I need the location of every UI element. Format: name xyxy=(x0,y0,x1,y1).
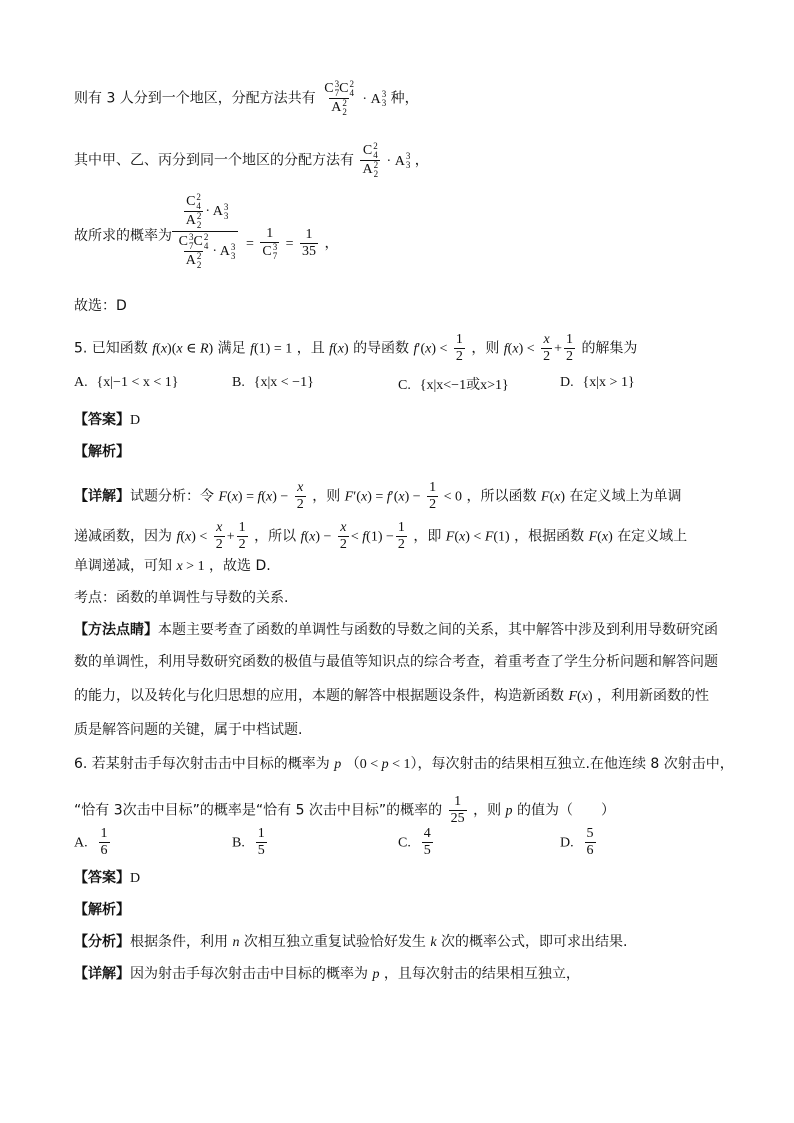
q5-analysis-heading: 【解析】 xyxy=(74,444,130,460)
line-probability xyxy=(74,226,172,246)
q6-fenxi: 【分析】根据条件，利用 n 次相互独立重复试验恰好发生 k 次的概率公式，即可求出结果. xyxy=(74,934,628,950)
q5-option-b[interactable]: B. {x|x < −1} xyxy=(232,375,314,390)
text: 其中甲、乙、丙分到同一个地区的分配方法有 xyxy=(74,152,354,169)
q5-method-line3: 的能力，以及转化与化归思想的应用，本题的解答中根据题设条件，构造新函数 F(x) ，利用新函数的性 xyxy=(74,688,710,704)
q6-option-c[interactable]: C. $\frac{4}{5}$ xyxy=(398,826,431,858)
text: 则有 3 人分到一个地区，分配方法共有 xyxy=(74,90,316,107)
q5-detail-line1: 【详解】试题分析：令 F(x) = f(x) − $\frac{x}{2}$ ，则 F′(x) = f′(x) − $\frac{1}{2}$ < 0 ，所以函数 F(x) 在定义域上为单调 xyxy=(74,480,682,512)
text: 种， xyxy=(390,90,419,107)
previous-answer: 故选：D xyxy=(74,298,127,314)
q5-method-line2: 数的单调性，利用导数研究函数的极值与最值等知识点的综合考查，着重考查了学生分析问题和解答问题 xyxy=(74,654,718,670)
fraction-c7c4-a2: C 3 7 C 2 4 A 2 2 xyxy=(324,79,354,117)
q6-detail: 【详解】因为射击手每次射击击中目标的概率为 p ，且每次射击的结果相互独立， xyxy=(74,966,580,982)
q5-detail-line3: 单调递减，可知 x > 1 ，故选 D. xyxy=(74,558,271,574)
q5-option-a[interactable]: A. {x|−1 < x < 1} xyxy=(74,375,179,390)
q6-stem-line2: “恰有 3次击中目标”的概率是“恰有 5 次击中目标”的概率的 $\frac{1}{25}$ ，则 p 的值为（ ） xyxy=(74,794,615,826)
complex-fraction: C 2 4 A 2 2 · A 3 3 C 3 7 C 2 4 A 2 2 · A 3 3 xyxy=(172,193,238,270)
q6-analysis-heading: 【解析】 xyxy=(74,902,130,918)
q5-stem: 5. 已知函数 f(x)(x ∈ R) 满足 f(1) = 1 ，且 f(x) 的导函数 f′(x) < $\frac{1}{2}$ ，则 f(x) < $\frac{x}{2}$ + $\frac{1}{2}$ 的解集为 xyxy=(74,332,638,364)
q6-answer: 【答案】D xyxy=(74,870,141,886)
q5-method-line4: 质是解答问题的关键，属于中档试题. xyxy=(74,722,303,738)
q5-option-d[interactable]: D. {x|x > 1} xyxy=(560,375,635,390)
q6-option-d[interactable]: D. $\frac{5}{6}$ xyxy=(560,826,594,858)
fraction-c4-a2: C 2 4 A 2 2 xyxy=(362,141,379,179)
text: 故所求的概率为 xyxy=(74,228,172,244)
q5-detail-line2: 递减函数，因为 f(x) < $\frac{x}{2}$ + $\frac{1}{2}$ ，所以 f(x) − $\frac{x}{2}$ < f(1) − $\frac{1}{2}$ ，即 F(x) < F(1) ，根据函数 F(x) 在定义域上 xyxy=(74,520,688,552)
q5-answer: 【答案】D xyxy=(74,412,141,428)
line-probability-result: = 1 C 3 7 = $\frac{1}{35}$ ， xyxy=(246,226,339,261)
q6-option-a[interactable]: A. $\frac{1}{6}$ xyxy=(74,826,108,858)
q6-option-b[interactable]: B. $\frac{1}{5}$ xyxy=(232,826,265,858)
q5-kaodian: 考点：函数的单调性与导数的关系. xyxy=(74,590,289,606)
line-same-region: 其中甲、乙、丙分到同一个地区的分配方法有 C 2 4 A 2 2 · A 3 3 ， xyxy=(74,141,429,179)
q5-option-c[interactable]: C. {x|x<−1或x>1} xyxy=(398,378,509,393)
q6-stem-line1: 6. 若某射击手每次射击击中目标的概率为 p （0 < p < 1），每次射击的结果相互独立.在他连续 8 次射击中， xyxy=(74,756,734,772)
line-distribution-total: 则有 3 人分到一个地区，分配方法共有 C 3 7 C 2 4 A 2 2 · A 3 3 种， xyxy=(74,79,419,117)
q5-method-line1: 【方法点睛】本题主要考查了函数的单调性与函数的导数之间的关系，其中解答中涉及到利用导数研究函 xyxy=(74,622,718,638)
text: ， xyxy=(414,152,429,169)
